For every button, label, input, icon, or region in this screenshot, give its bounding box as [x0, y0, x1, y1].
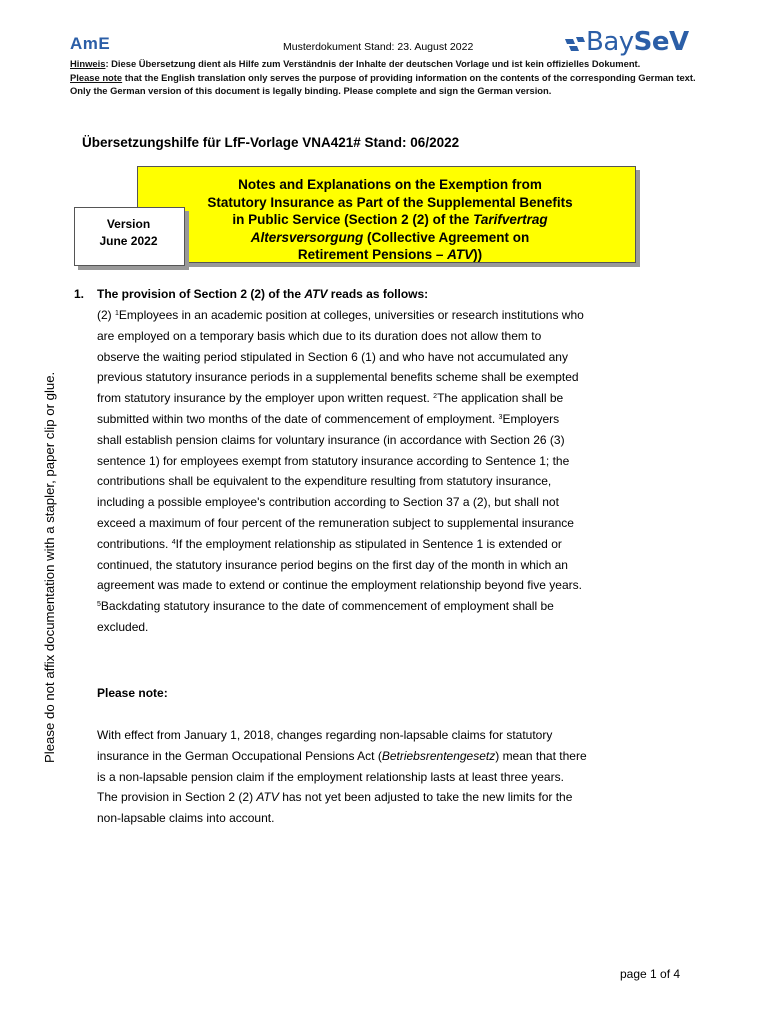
- baysev-logo-mark-icon: [563, 35, 587, 57]
- provision-text: (2) $^1$Employees in an academic position at colleges, universities or research institutions who are employed on a temporary basis which due to its duration does not allow them to observe the waiting period stipulated in Section 6 (1) and who have not accumulated any previous statutory insurance periods in a supplemental benefits scheme shall be exempted from statutory insurance by the employer upon written request. $^2$The application shall be submitted within two months of the date of commencement of employment. $^3$Employers shall establish pension claims for voluntary insurance (in accordance with Section 26 (3) sentence 1) for employees exempt from statutory insurance according to Sentence 1; the contributions shall be equivalent to the expenditure resulting from statutory insurance, including a possible employee's contribution according to Section 37 a (2), but shall not exceed a maximum of four percent of the remuneration subject to supplemental insurance contributions. $^4$If the employment relationship as stipulated in Sentence 1 is extended or continued, the statutory insurance period begins on the first day of the month in which an agreement was made to extend or continue the employment relationship beyond five years. $^5$Backdating statutory insurance to the date of commencement of employment shall be excluded.: [97, 308, 584, 634]
- side-note: Please do not affix documentation with a stapler, paper clip or glue.: [42, 371, 57, 763]
- document-subtitle: Übersetzungshilfe für LfF-Vorlage VNA421# Stand: 06/2022: [82, 135, 460, 150]
- version-label: Version June 2022: [99, 217, 158, 248]
- org-abbreviation: AmE: [70, 34, 111, 53]
- baysev-logo-text: BaySeV: [586, 27, 689, 57]
- hinweis-label: Hinweis: [70, 58, 106, 69]
- hinweis-text: : Diese Übersetzung dient als Hilfe zum Verständnis der Inhalte der deutschen Vorlage und ist kein offizielles Dokument.: [105, 58, 641, 69]
- section-number: 1.: [74, 287, 85, 301]
- note-heading: Please note:: [97, 686, 168, 700]
- note-text: With effect from January 1, 2018, changes regarding non-lapsable claims for statutory insurance in the German Occupational Pensions Act (Betriebsrentengesetz) mean that there is a non-lapsable pension claim if the employment relationship lasts at least three years. The provision in Section 2 (2) ATV has not yet been adjusted to take the new limits for the non-lapsable claims into account.: [97, 728, 587, 826]
- document-status: Musterdokument Stand: 23. August 2022: [283, 41, 474, 53]
- section-heading: The provision of Section 2 (2) of the ATV reads as follows:: [97, 287, 429, 301]
- translation-disclaimer: [70, 57, 710, 98]
- page-number: page 1 of 4: [620, 967, 681, 981]
- please-note-text: that the English translation only serves the purpose of providing information on the contents of the corresponding German text. Only the German version of this document is legally binding. Please complete and sign the German version.: [70, 71, 696, 96]
- document-title: Notes and Explanations on the Exemption from Statutory Insurance as Part of the Supplemental Benefits in Public Service (Section 2 (2) of the Tarifvertrag Altersversorgung (Collective Agreement on Retirement Pensions – ATV)): [207, 177, 573, 262]
- please-note-label: Please note: [70, 71, 123, 83]
